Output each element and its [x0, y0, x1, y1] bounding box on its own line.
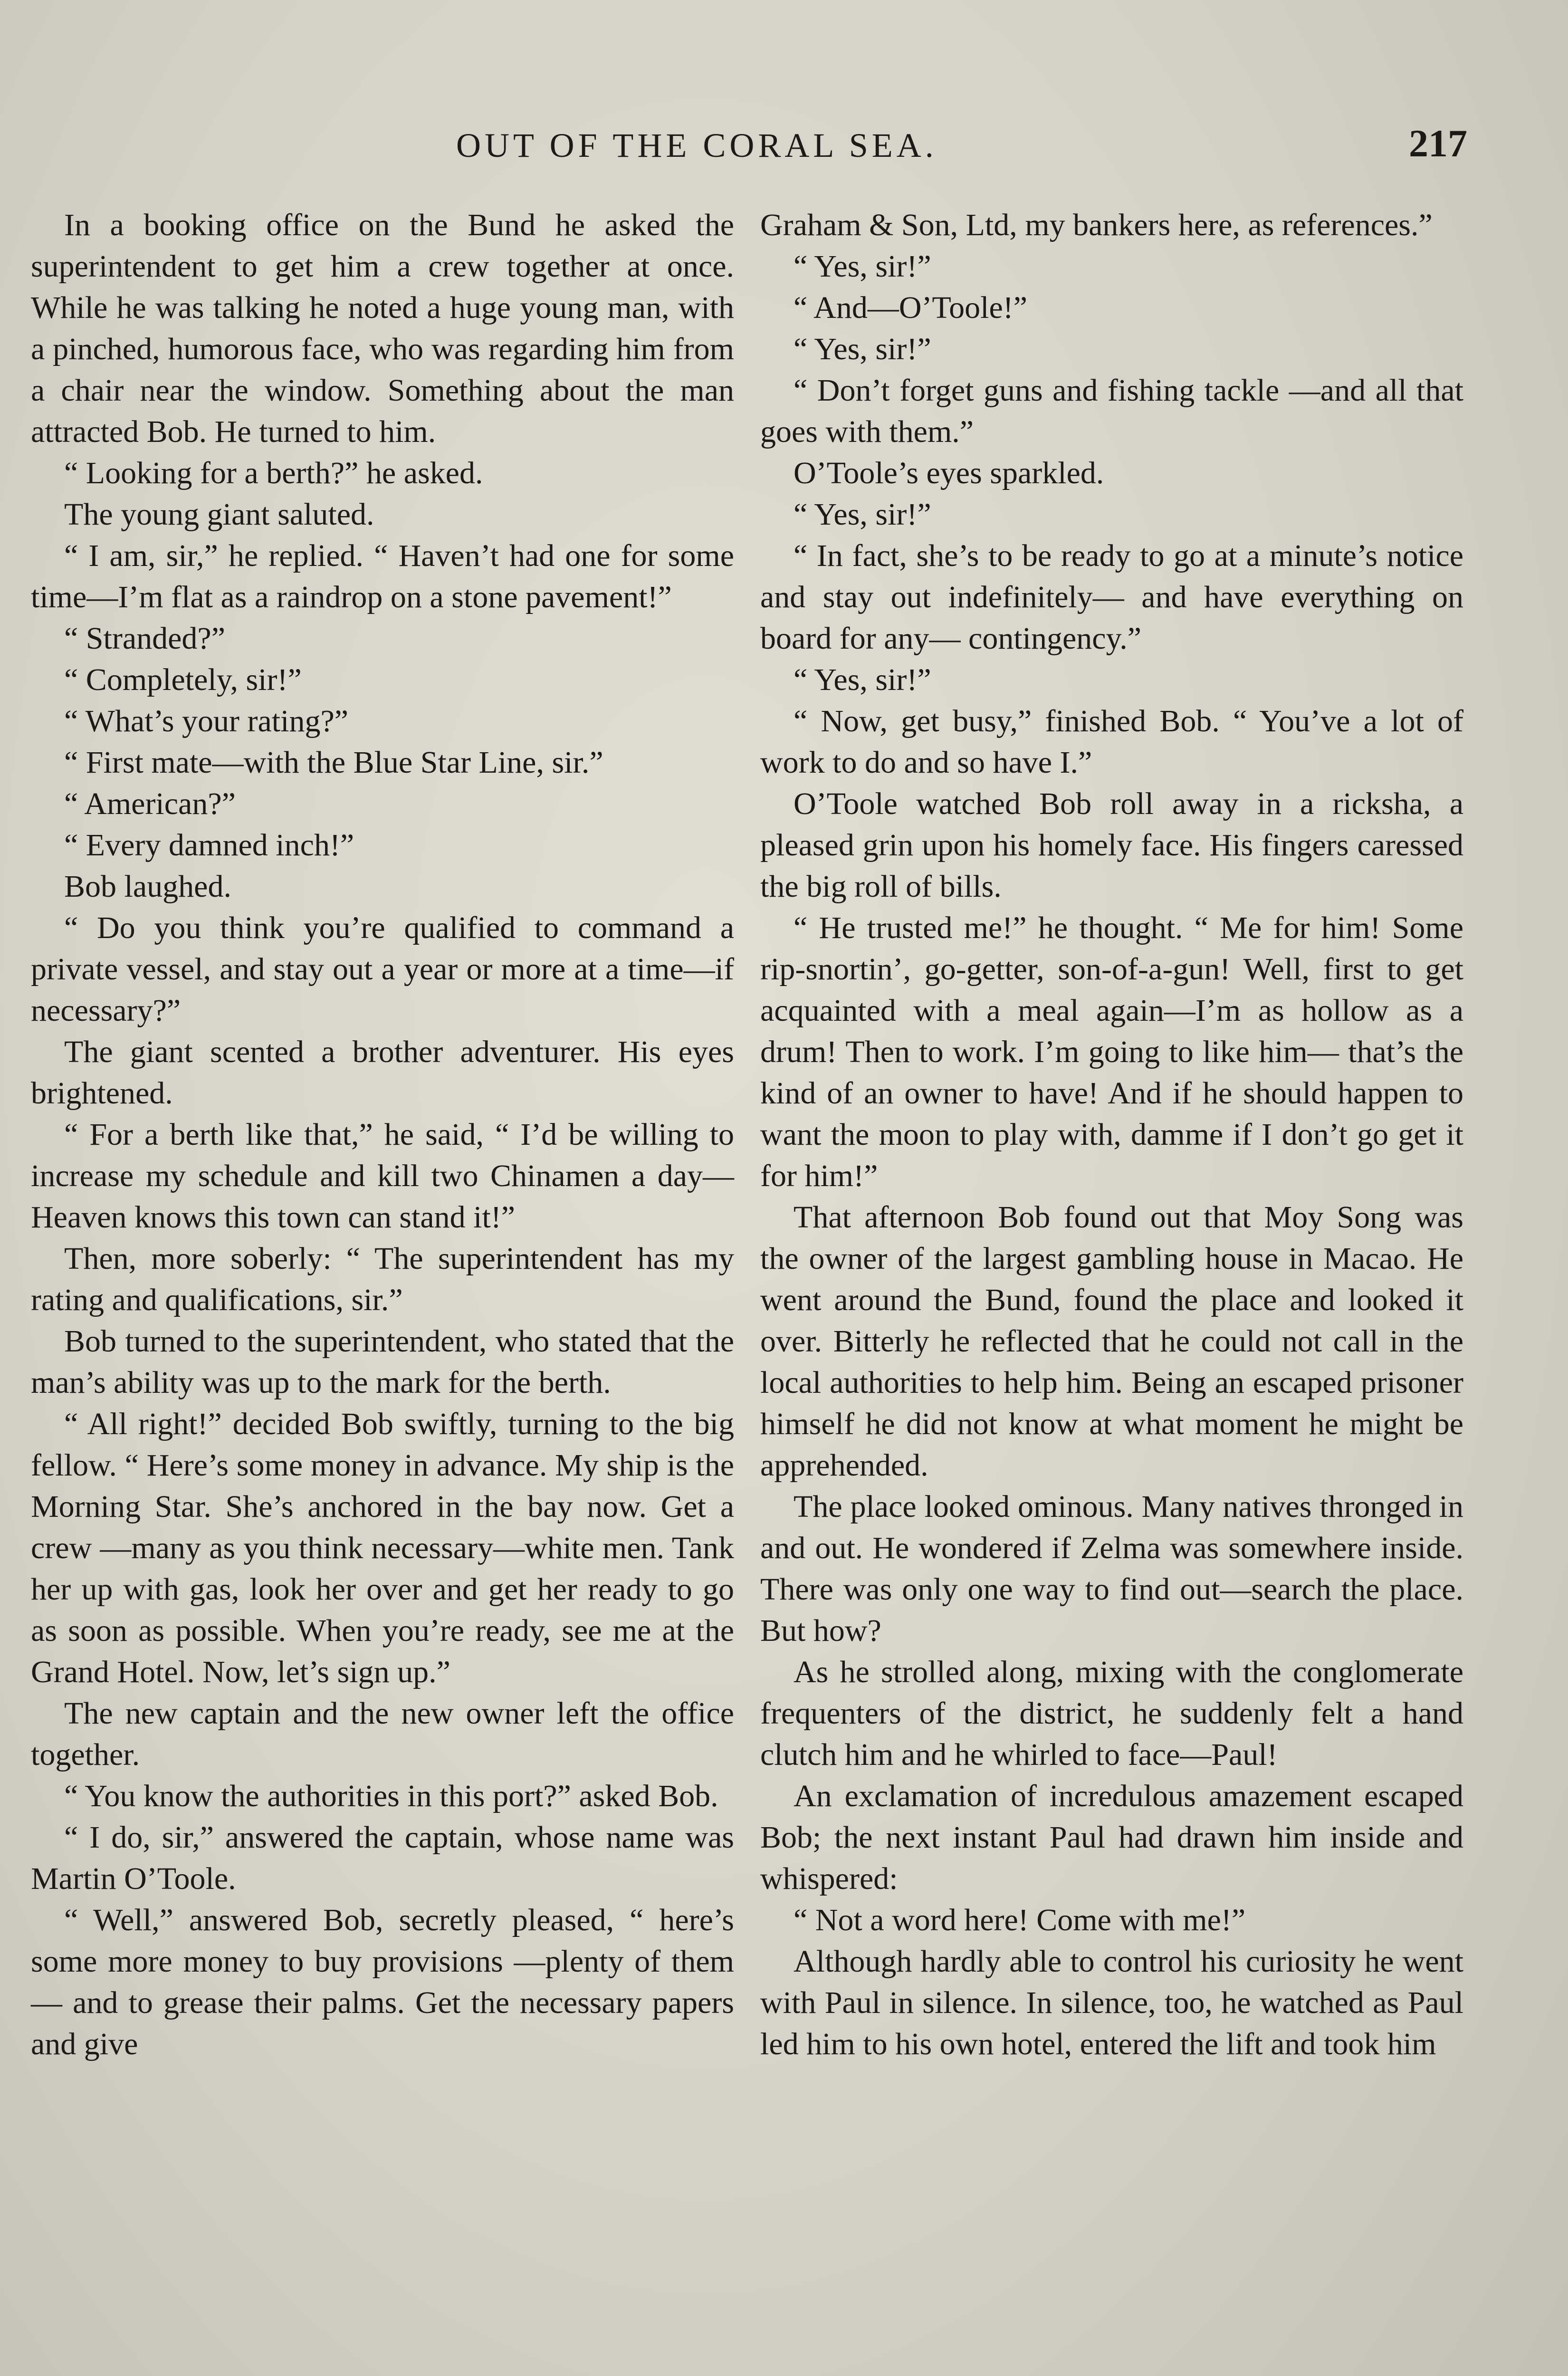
page-number: 217 [1409, 122, 1467, 165]
paragraph: “ American?” [64, 786, 236, 821]
paragraph: “ Every damned inch!” [64, 828, 354, 862]
paragraph: Bob laughed. [64, 869, 231, 904]
page-header [0, 121, 1568, 178]
paragraph: “ Do you think you’re qualified to command a private vessel, and stay out a year or more at a time—if necessary?” [31, 910, 734, 1028]
paragraph: In a booking office on the Bund he asked the superintendent to get him a crew together at once. While he was talking he noted a huge young man, with a pinched, humorous face, who was regarding him from a chair near the window. Something about the man attracted Bob. He turned to him. [31, 208, 734, 449]
left-column [31, 204, 734, 2065]
paragraph: An exclamation of incredulous amazement escaped Bob; the next instant Paul had drawn him inside and whispered: [760, 1779, 1463, 1896]
paragraph: “ Don’t forget guns and fishing tackle —and all that goes with them.” [760, 373, 1463, 449]
paragraph: “ Yes, sir!” [794, 249, 931, 284]
paragraph: “ Yes, sir!” [794, 662, 931, 697]
paragraph: “ Not a word here! Come with me!” [794, 1903, 1246, 1937]
paragraph: Graham & Son, Ltd, my bankers here, as references.” [760, 208, 1433, 242]
paragraph: “ What’s your rating?” [64, 704, 349, 738]
paragraph: “ I am, sir,” he replied. “ Haven’t had one for some time—I’m flat as a raindrop on a stone pavement!” [31, 538, 734, 614]
paragraph: Then, more soberly: “ The superintendent has my rating and qualifications, sir.” [31, 1241, 734, 1317]
paragraph: “ You know the authorities in this port?” asked Bob. [64, 1779, 718, 1813]
running-title: OUT OF THE CORAL SEA. [456, 126, 937, 164]
paragraph: “ He trusted me!” he thought. “ Me for him! Some rip-snortin’, go-getter, son-of-a-gun! Well, first to get acquainted with a meal again—I’m as hollow as a drum! Then to work. I’m going to like him— that’s the kind of an owner to have! And if he should happen to want the moon to play with, damme if I don’t go get it for him!” [760, 910, 1463, 1193]
paragraph: “ Yes, sir!” [794, 497, 931, 532]
paragraph: That afternoon Bob found out that Moy Song was the owner of the largest gambling house in Macao. He went around the Bund, found the place and looked it over. Bitterly he reflected that he could not call in the local authorities to help him. Being an escaped prisoner himself he did not know at what moment he might be apprehended. [760, 1200, 1463, 1483]
paragraph: As he strolled along, mixing with the conglomerate frequenters of the district, he suddenly felt a hand clutch him and he whirled to face—Paul! [760, 1655, 1463, 1772]
paragraph: “ I do, sir,” answered the captain, whose name was Martin O’Toole. [31, 1820, 734, 1896]
paragraph: “ For a berth like that,” he said, “ I’d be willing to increase my schedule and kill two Chinamen a day—Heaven knows this town can stand it!” [31, 1117, 734, 1235]
right-column [760, 204, 1463, 2065]
paragraph: Although hardly able to control his curiosity he went with Paul in silence. In silence, too, he watched as Paul led him to his own hotel, entered the lift and took him [760, 1944, 1463, 2061]
paragraph: The new captain and the new owner left the office together. [31, 1696, 734, 1772]
paragraph: “ Looking for a berth?” he asked. [64, 456, 483, 490]
paragraph: “ Yes, sir!” [794, 332, 931, 366]
paragraph: Bob turned to the superintendent, who stated that the man’s ability was up to the mark for the berth. [31, 1324, 734, 1400]
paragraph: O’Toole watched Bob roll away in a ricksha, a pleased grin upon his homely face. His fingers caressed the big roll of bills. [760, 786, 1463, 904]
paragraph: O’Toole’s eyes sparkled. [794, 456, 1104, 490]
paragraph: “ Stranded?” [64, 621, 225, 656]
paragraph: “ Now, get busy,” finished Bob. “ You’ve a lot of work to do and so have I.” [760, 704, 1463, 780]
paragraph: The young giant saluted. [64, 497, 374, 532]
paragraph: “ In fact, she’s to be ready to go at a minute’s notice and stay out indefinitely— and have everything on board for any— contingency.” [760, 538, 1463, 656]
paragraph: “ Well,” answered Bob, secretly pleased, “ here’s some more money to buy provisions —plenty of them — and to grease their palms. Get the necessary papers and give [31, 1903, 734, 2061]
paragraph: “ First mate—with the Blue Star Line, sir.” [64, 745, 603, 780]
paragraph: The place looked ominous. Many natives thronged in and out. He wondered if Zelma was somewhere inside. There was only one way to find out—search the place. But how? [760, 1489, 1463, 1648]
paragraph: “ All right!” decided Bob swiftly, turning to the big fellow. “ Here’s some money in advance. My ship is the Morning Star. She’s anchored in the bay now. Get a crew —many as you think necessary—white men. Tank her up with gas, look her over and get her ready to go as soon as possible. When you’re ready, see me at the Grand Hotel. Now, let’s sign up.” [31, 1407, 734, 1689]
paragraph: “ And—O’Toole!” [794, 290, 1028, 325]
paragraph: “ Completely, sir!” [64, 662, 302, 697]
paragraph: The giant scented a brother adventurer. His eyes brightened. [31, 1035, 734, 1111]
